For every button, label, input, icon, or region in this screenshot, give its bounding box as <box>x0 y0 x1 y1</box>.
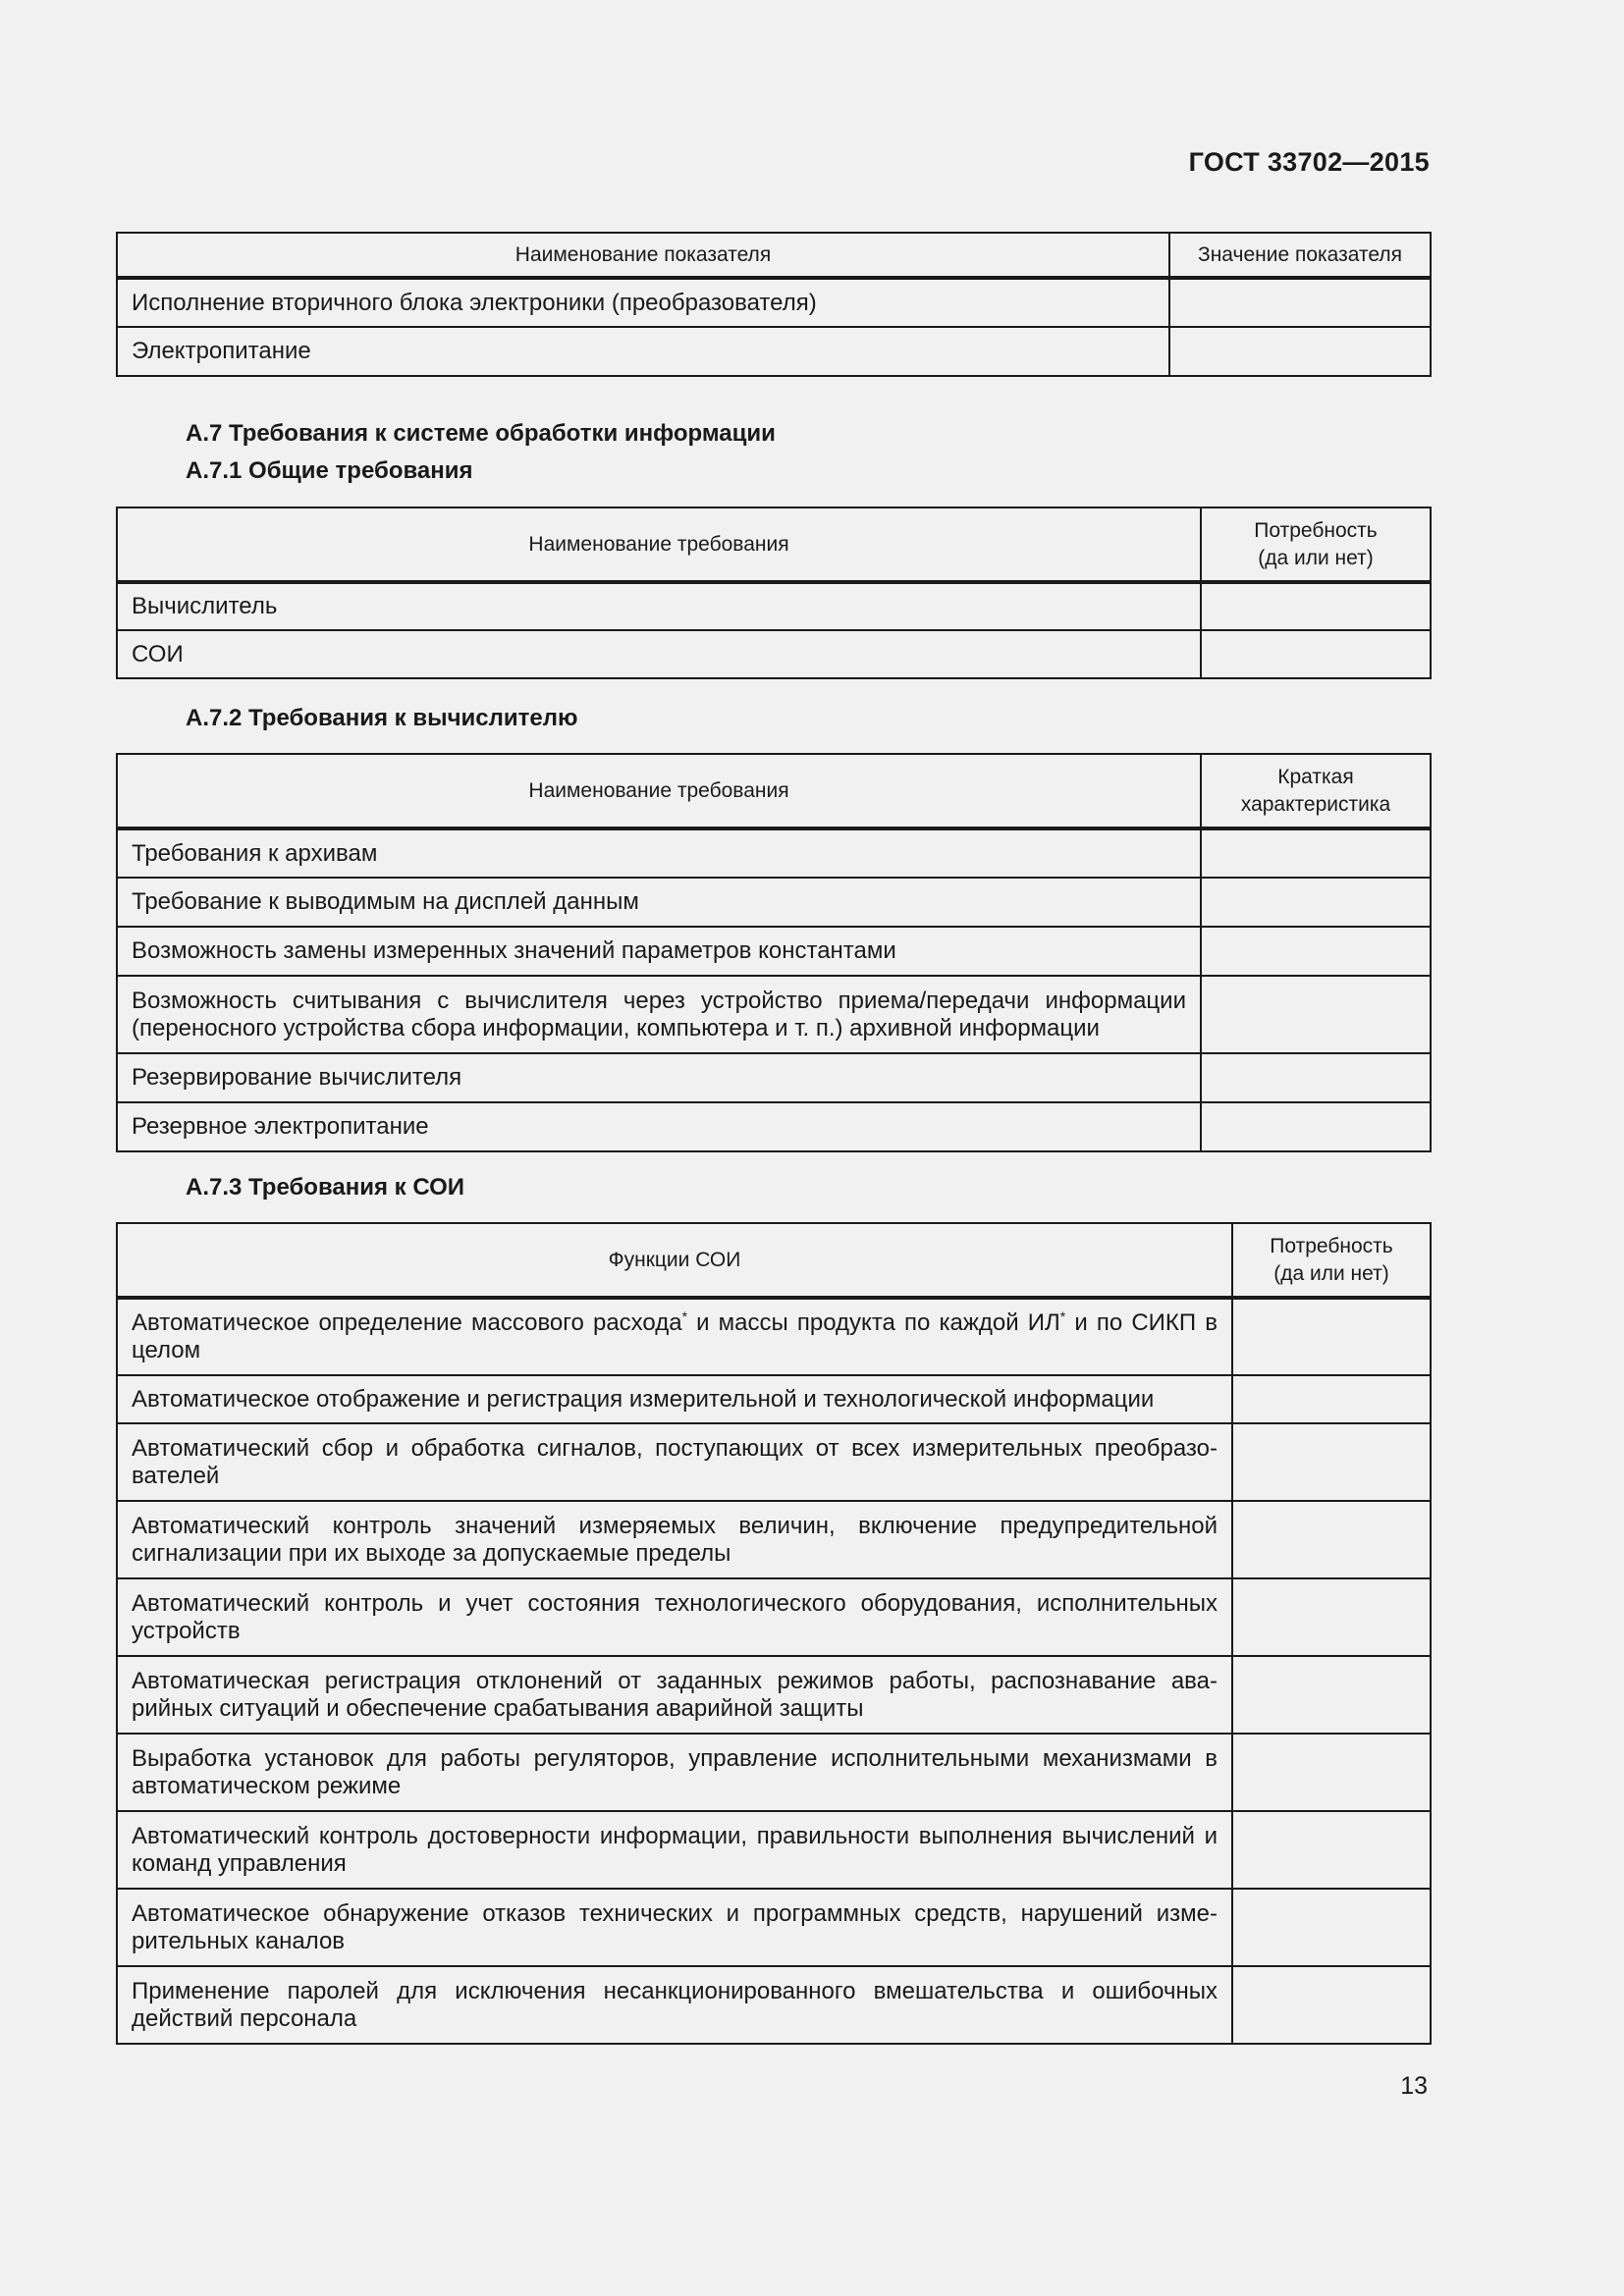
value-cell <box>1232 1578 1431 1656</box>
row-label: Электропитание <box>117 327 1169 376</box>
column-header-characteristic <box>1201 754 1431 828</box>
value-cell <box>1169 278 1431 327</box>
page-number: 13 <box>1400 2072 1428 2100</box>
row-label: Исполнение вторичного блока электроники (преобразователя) <box>117 278 1169 327</box>
value-cell <box>1232 1734 1431 1811</box>
value-cell <box>1232 1811 1431 1889</box>
row-label: Возможность замены измеренных значений параметров константами <box>117 927 1201 976</box>
row-label: Автоматическая регистрация отклонений от заданных режимов работы, распознавание ава-рийных ситуаций и обеспечение срабатывания аварийной защиты <box>117 1656 1232 1734</box>
header-line-1: Потребность <box>1270 1234 1393 1257</box>
value-cell <box>1232 1298 1431 1375</box>
footnote-mark: * <box>1059 1308 1066 1324</box>
value-cell <box>1232 1966 1431 2044</box>
value-cell <box>1232 1889 1431 1966</box>
column-header-name: Наименование требования <box>117 754 1201 828</box>
table-row <box>117 828 1431 878</box>
table-row <box>117 1423 1431 1501</box>
row-label: Резервное электропитание <box>117 1102 1201 1151</box>
column-header-value: Значение показателя <box>1169 233 1431 278</box>
table-row <box>117 1734 1431 1811</box>
table-row <box>117 927 1431 976</box>
section-heading-a71: А.7.1 Общие требования <box>186 457 473 484</box>
table-row <box>117 630 1431 678</box>
row-label: Возможность считывания с вычислителя через устройство приема/передачи информации (переносного устройства сбора информации, компьютера и т. п.) архивной информации <box>117 976 1201 1053</box>
row-label: Автоматический контроль значений измеряемых величин, включение предупредительной сигнализации при их выходе за допускаемые пределы <box>117 1501 1232 1578</box>
table-row <box>117 327 1431 376</box>
value-cell <box>1201 582 1431 630</box>
header-line-1: Потребность <box>1254 518 1378 542</box>
section-heading-a73: А.7.3 Требования к СОИ <box>186 1174 464 1201</box>
table-row <box>117 1375 1431 1423</box>
header-line-2: характеристика <box>1240 792 1391 816</box>
footnote-mark: * <box>681 1308 688 1324</box>
value-cell <box>1201 630 1431 678</box>
row-label: Вычислитель <box>117 582 1201 630</box>
row-text-part: и массы продукта по каждой ИЛ <box>687 1309 1060 1336</box>
value-cell <box>1232 1501 1431 1578</box>
calculator-requirements-table <box>116 753 1432 1152</box>
table-row <box>117 1501 1431 1578</box>
section-heading-a72: А.7.2 Требования к вычислителю <box>186 705 578 731</box>
value-cell <box>1169 327 1431 376</box>
table-row <box>117 976 1431 1053</box>
column-header-need <box>1232 1223 1431 1298</box>
table-row <box>117 1102 1431 1151</box>
row-label: Применение паролей для исключения несанкционированного вмешательства и ошибочных действий персонала <box>117 1966 1232 2044</box>
table-row <box>117 878 1431 927</box>
row-label <box>117 1298 1232 1375</box>
row-label: Автоматический контроль и учет состояния технологического оборудования, исполнительных устройств <box>117 1578 1232 1656</box>
value-cell <box>1201 976 1431 1053</box>
value-cell <box>1232 1375 1431 1423</box>
value-cell <box>1232 1656 1431 1734</box>
row-label: Выработка установок для работы регуляторов, управление исполнительными механизмами в автоматическом режиме <box>117 1734 1232 1811</box>
row-label: Требование к выводимым на дисплей данным <box>117 878 1201 927</box>
soi-functions-table <box>116 1222 1432 2045</box>
table-row <box>117 1053 1431 1102</box>
row-label: СОИ <box>117 630 1201 678</box>
table-row <box>117 1656 1431 1734</box>
column-header-need <box>1201 507 1431 582</box>
column-header-name: Наименование показателя <box>117 233 1169 278</box>
table-row <box>117 1966 1431 2044</box>
value-cell <box>1201 927 1431 976</box>
value-cell <box>1201 878 1431 927</box>
value-cell <box>1232 1423 1431 1501</box>
table-row <box>117 1298 1431 1375</box>
table-row <box>117 1889 1431 1966</box>
header-line-1: Краткая <box>1277 765 1354 788</box>
table-row <box>117 278 1431 327</box>
column-header-name: Наименование требования <box>117 507 1201 582</box>
table-row <box>117 582 1431 630</box>
row-text-part: и по СИКП в целом <box>132 1309 1218 1363</box>
row-label: Резервирование вычислителя <box>117 1053 1201 1102</box>
row-text-part: Автоматическое определение массового расхода <box>132 1309 682 1336</box>
section-heading-a7: А.7 Требования к системе обработки информации <box>186 420 776 447</box>
row-label: Требования к архивам <box>117 828 1201 878</box>
general-requirements-table <box>116 507 1432 679</box>
table-row <box>117 1811 1431 1889</box>
document-code: ГОСТ 33702—2015 <box>1188 147 1430 177</box>
value-cell <box>1201 1053 1431 1102</box>
value-cell <box>1201 1102 1431 1151</box>
row-label: Автоматическое обнаружение отказов технических и программных средств, нарушений изме-рительных каналов <box>117 1889 1232 1966</box>
column-header-functions: Функции СОИ <box>117 1223 1232 1298</box>
row-label: Автоматический контроль достоверности информации, правильности выполнения вычислений и команд управления <box>117 1811 1232 1889</box>
row-label: Автоматический сбор и обработка сигналов, поступающих от всех измерительных преобразо-вателей <box>117 1423 1232 1501</box>
row-label: Автоматическое отображение и регистрация измерительной и технологической информации <box>117 1375 1232 1423</box>
indicator-table <box>116 232 1432 377</box>
table-row <box>117 1578 1431 1656</box>
header-line-2: (да или нет) <box>1258 546 1374 569</box>
value-cell <box>1201 828 1431 878</box>
header-line-2: (да или нет) <box>1273 1261 1389 1285</box>
